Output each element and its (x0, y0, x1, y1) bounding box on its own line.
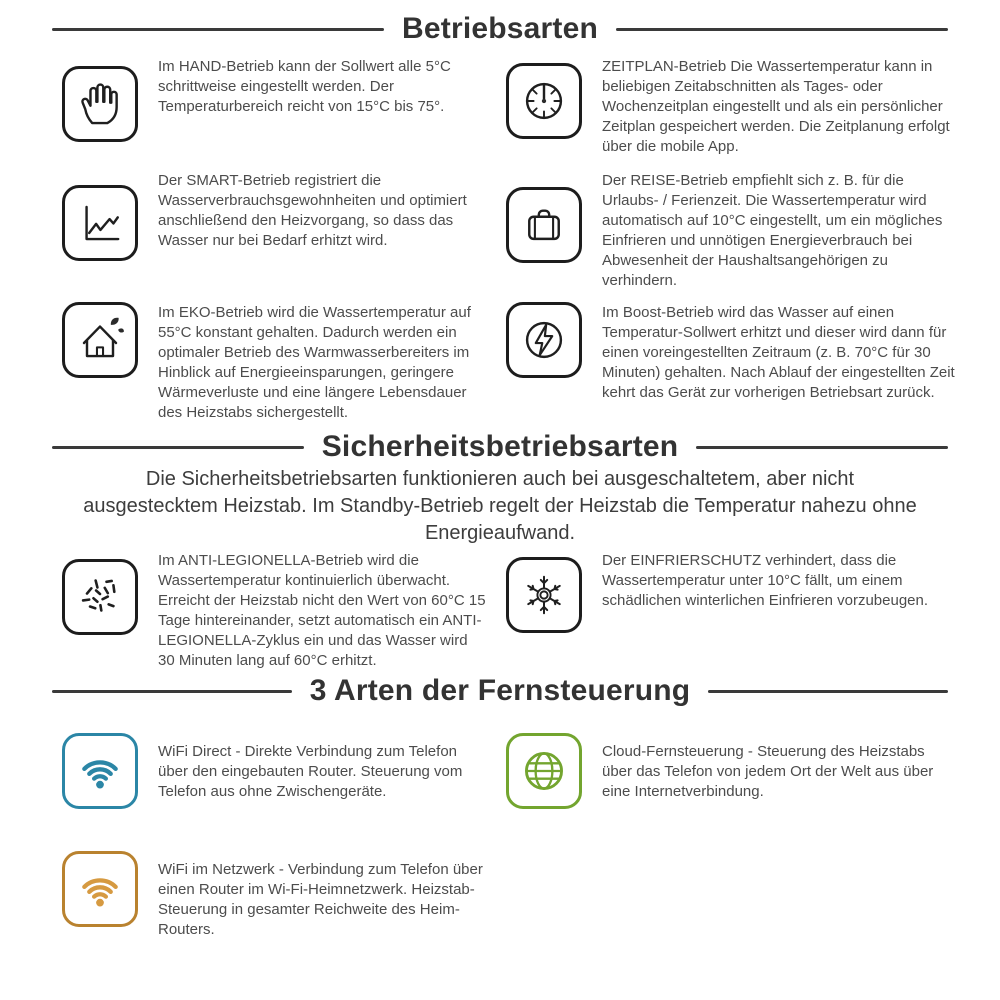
mode-item-reise (506, 171, 962, 292)
section-title: Betriebsarten (402, 12, 599, 45)
mode-description: ZEITPLAN-Betrieb Die Wassertemperatur kann in beliebigen Zeitabschnitten als Tages- oder Wochenzeitplan eingestellt und als ein persönlicher Zeitplan gespeichert werden. Die Zeitplanung erfolgt über die mobile App. (602, 58, 950, 156)
globe-icon (506, 733, 582, 809)
mode-item-anti-legionella (62, 549, 486, 672)
remote-item-cloud (506, 733, 958, 809)
mode-description: Im EKO-Betrieb wird die Wassertemperatur auf 55°C konstant gehalten. Dadurch werden ein optimaler Betrieb des Warmwasserbereiters im Hinblick auf Energieeinsparungen, geringere Wärmeverluste und eine längere Lebensdauer des Heizstabs sichergestellt. (158, 304, 471, 422)
bacteria-icon (62, 559, 138, 635)
wifi-network-icon (62, 851, 138, 927)
divider-line (708, 690, 948, 693)
mode-item-boost (506, 300, 964, 403)
mode-description: Im HAND-Betrieb kann der Sollwert alle 5°C schrittweise eingestellt werden. Der Temperaturbereich reicht von 15°C bis 75°. (158, 58, 451, 116)
suitcase-icon (506, 187, 582, 263)
mode-item-zeitplan (506, 57, 962, 157)
mode-item-eko (62, 300, 488, 424)
divider-line (52, 446, 304, 449)
wifi-direct-icon (62, 733, 138, 809)
mode-description: Der SMART-Betrieb registriert die Wasserverbrauchsgewohnheiten und optimiert anschließend den Heizvorgang, so dass das Wasser nur bei Bedarf erhitzt wird. (158, 172, 467, 250)
mode-item-hand (62, 57, 480, 142)
remote-description: Cloud-Fernsteuerung - Steuerung des Heizstabs über das Telefon von jedem Ort der Welt aus über eine Internetverbindung. (602, 743, 934, 801)
mode-item-einfrierschutz (506, 549, 958, 633)
mode-description: Der EINFRIERSCHUTZ verhindert, dass die Wassertemperatur unter 10°C fällt, um einem schädlichen winterlichen Einfrieren vorzubeugen. (602, 552, 929, 610)
remote-description: WiFi im Netzwerk - Verbindung zum Telefon über einen Router im Wi-Fi-Heimnetzwerk. Heizstab-Steuerung in gesamter Reichweite des Heim-Routers. (158, 861, 483, 939)
section-header-sicherheit (52, 430, 948, 464)
hand-icon (62, 66, 138, 142)
snowflake-icon (506, 557, 582, 633)
section-title: Sicherheitsbetriebsarten (321, 430, 679, 463)
remote-item-wifi-netzwerk (62, 851, 498, 940)
mode-description: Im ANTI-LEGIONELLA-Betrieb wird die Wassertemperatur kontinuierlich überwacht. Erreicht der Heizstab nicht den Wert von 60°C 15 Tage hintereinander, setzt automatisch ein ANTI-LEGIONELLA-Zyklus ein und das Wasser wird 30 Minuten lang auf 60°C erhitzt. (158, 552, 486, 670)
section-header-fernsteuerung (52, 674, 948, 708)
divider-line (616, 28, 948, 31)
boost-lightning-icon (506, 302, 582, 378)
line-chart-icon (62, 185, 138, 261)
section-title: 3 Arten der Fernsteuerung (309, 674, 691, 707)
mode-item-smart (62, 171, 486, 261)
section-header-betriebsarten (52, 12, 948, 46)
remote-description: WiFi Direct - Direkte Verbindung zum Telefon über den eingebauten Router. Steuerung vom Telefon aus ohne Zwischengeräte. (158, 743, 463, 801)
remote-item-wifi-direct (62, 733, 488, 809)
divider-line (52, 28, 384, 31)
clock-icon (506, 63, 582, 139)
mode-description: Im Boost-Betrieb wird das Wasser auf einen Temperatur-Sollwert erhitzt und dieser wird dann für einen voreingestellten Zeitraum (z. B. 70°C für 30 Minuten) gehalten. Nach Ablauf der eingestellten Zeit kehrt das Gerät zur vorherigen Betriebsart zurück. (602, 304, 955, 402)
mode-description: Der REISE-Betrieb empfiehlt sich z. B. für die Urlaubs- / Ferienzeit. Die Wassertemperatur wird automatisch auf 10°C eingestellt, um ein mögliches Einfrieren und unnötigen Energieverbrauch bei Abwesenheit der Haushaltsangehörigen zu verhindern. (602, 172, 943, 290)
section-intro: Die Sicherheitsbetriebsarten funktionieren auch bei ausgeschaltetem, aber nicht ausgestecktem Heizstab. Im Standby-Betrieb regelt der Heizstab die Temperatur nahezu ohne Energieaufwand. (83, 468, 917, 545)
eco-house-icon (62, 302, 138, 378)
divider-line (52, 690, 292, 693)
divider-line (696, 446, 948, 449)
